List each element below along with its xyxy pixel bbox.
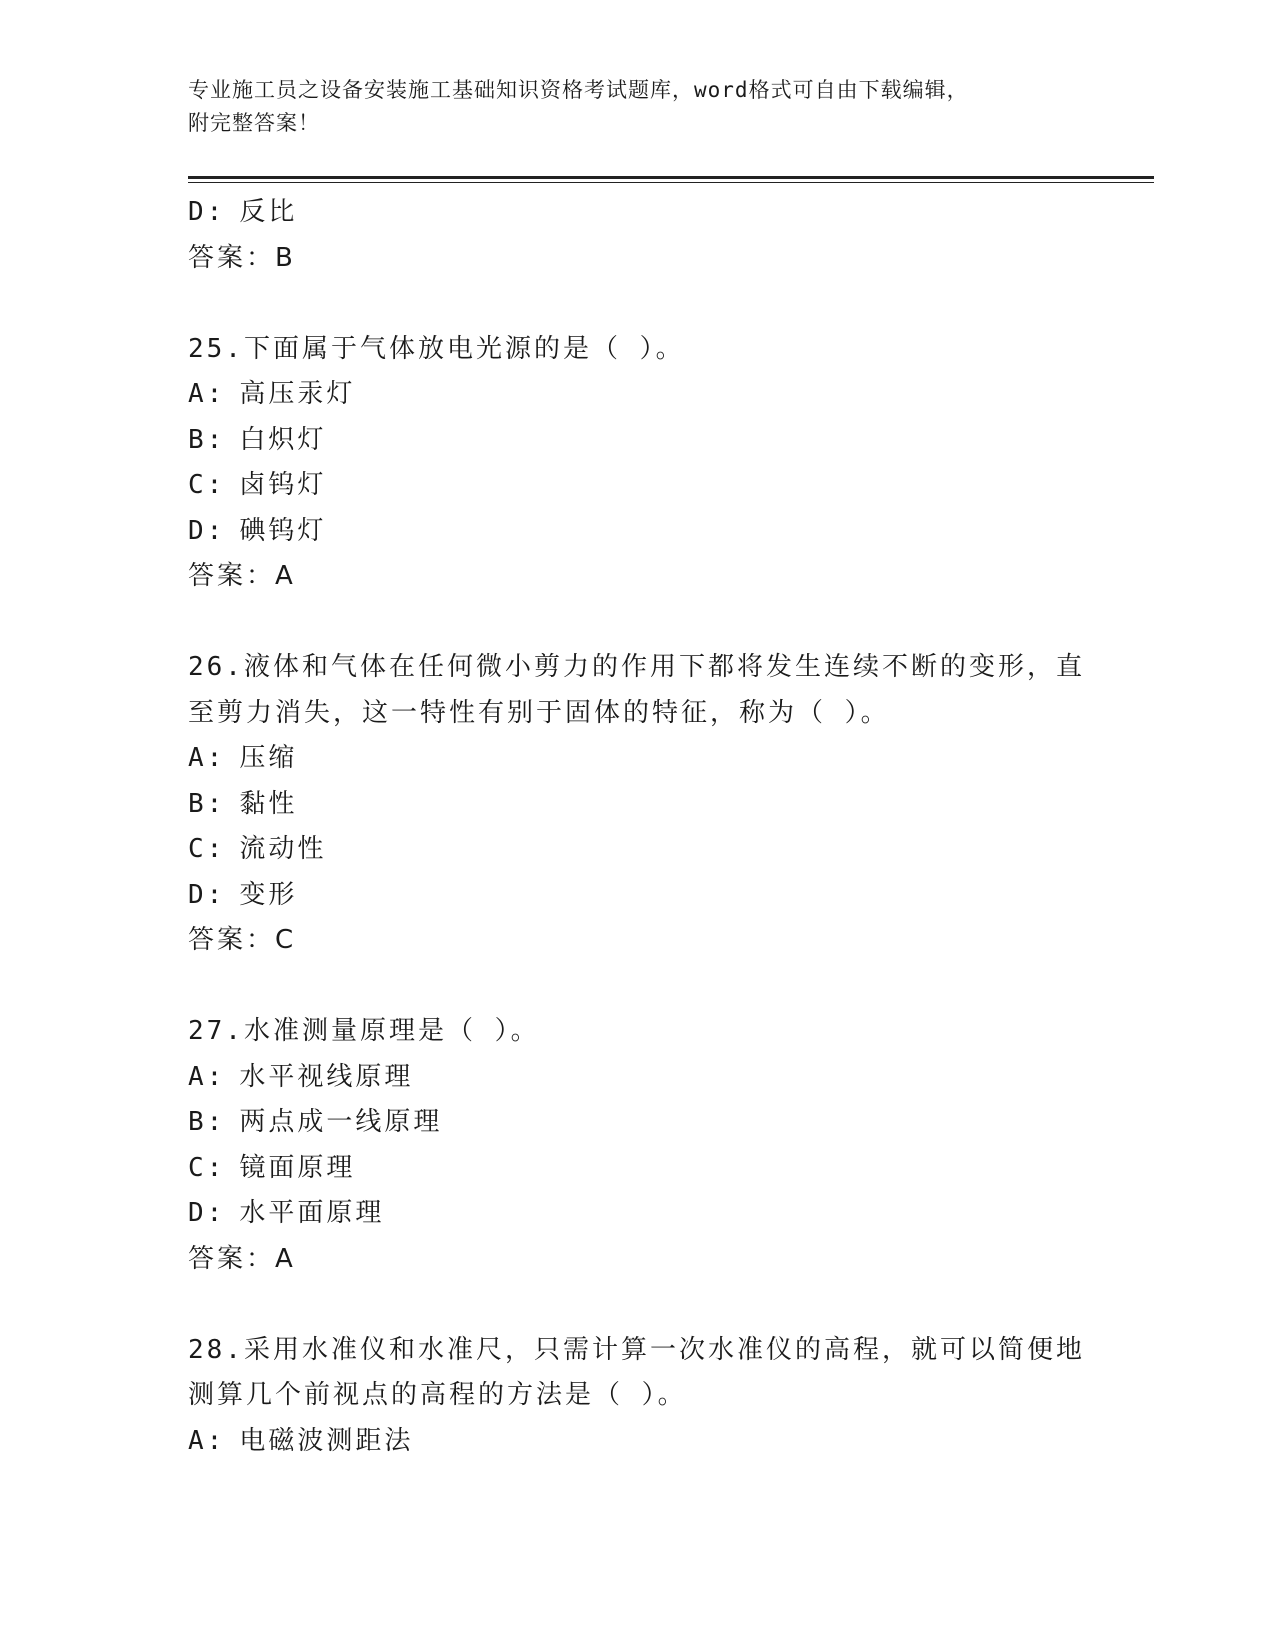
option-text: 水平视线原理	[239, 1061, 414, 1092]
option-d	[188, 190, 1088, 236]
header-divider-thin	[188, 182, 1154, 183]
header-line-1: 专业施工员之设备安装施工基础知识资格考试题库，word格式可自由下载编辑，	[188, 78, 969, 102]
spacer	[188, 1282, 1088, 1328]
option-text: 黏性	[239, 788, 298, 819]
option-a	[188, 372, 1088, 418]
option-b	[188, 782, 1088, 828]
question-stem: 27.水准测量原理是（ ）。	[188, 1016, 540, 1046]
answer-line: 答案：A	[188, 1243, 296, 1274]
header-line-2: 附完整答案！	[188, 111, 320, 135]
option-text: 反比	[239, 197, 298, 227]
option-text: 变形	[239, 879, 298, 910]
option-text: 两点成一线原理	[239, 1107, 443, 1137]
option-a	[188, 1419, 1088, 1465]
option-b	[188, 418, 1088, 464]
option-text: 压缩	[239, 743, 298, 773]
option-key: B:	[188, 788, 226, 819]
question-list	[188, 190, 1088, 1464]
spacer	[188, 600, 1088, 646]
option-key: A:	[188, 1061, 226, 1092]
option-key: C:	[188, 470, 226, 500]
option-c	[188, 827, 1088, 873]
option-key: D:	[188, 1198, 226, 1228]
question-stem: 25.下面属于气体放电光源的是（ ）。	[188, 333, 685, 364]
option-d	[188, 873, 1088, 919]
option-d	[188, 1191, 1088, 1237]
option-key: C:	[188, 1152, 226, 1183]
spacer	[188, 964, 1088, 1010]
option-text: 镜面原理	[239, 1152, 356, 1183]
answer-line: 答案：C	[188, 925, 297, 955]
option-key: D:	[188, 197, 226, 227]
question-stem-line-2: 测算几个前视点的高程的方法是（ ）。	[188, 1380, 687, 1410]
question-stem-line-1: 26.液体和气体在任何微小剪力的作用下都将发生连续不断的变形，直	[188, 652, 1085, 682]
question-stem-line-1: 28.采用水准仪和水准尺，只需计算一次水准仪的高程，就可以简便地	[188, 1334, 1085, 1365]
option-text: 水平面原理	[239, 1198, 385, 1228]
option-text: 碘钨灯	[239, 515, 327, 546]
answer-line: 答案：B	[188, 242, 296, 273]
page-header	[188, 74, 1088, 140]
option-key: A:	[188, 1425, 226, 1456]
answer-line: 答案：A	[188, 561, 296, 591]
option-text: 电磁波测距法	[239, 1425, 414, 1456]
option-d	[188, 509, 1088, 555]
option-key: A:	[188, 743, 226, 773]
question-stem-line-2: 至剪力消失，这一特性有别于固体的特征，称为（ ）。	[188, 697, 890, 728]
option-key: D:	[188, 879, 226, 910]
option-text: 高压汞灯	[239, 379, 356, 409]
option-key: C:	[188, 834, 226, 864]
option-key: B:	[188, 424, 226, 455]
option-text: 流动性	[239, 834, 327, 864]
option-text: 卤钨灯	[239, 470, 327, 500]
option-text: 白炽灯	[239, 424, 327, 455]
option-key: B:	[188, 1107, 226, 1137]
option-a	[188, 736, 1088, 782]
option-c	[188, 463, 1088, 509]
option-key: A:	[188, 379, 226, 409]
option-c	[188, 1146, 1088, 1192]
option-key: D:	[188, 515, 226, 546]
spacer	[188, 281, 1088, 327]
option-b	[188, 1100, 1088, 1146]
header-divider-thick	[188, 176, 1154, 179]
option-a	[188, 1055, 1088, 1101]
